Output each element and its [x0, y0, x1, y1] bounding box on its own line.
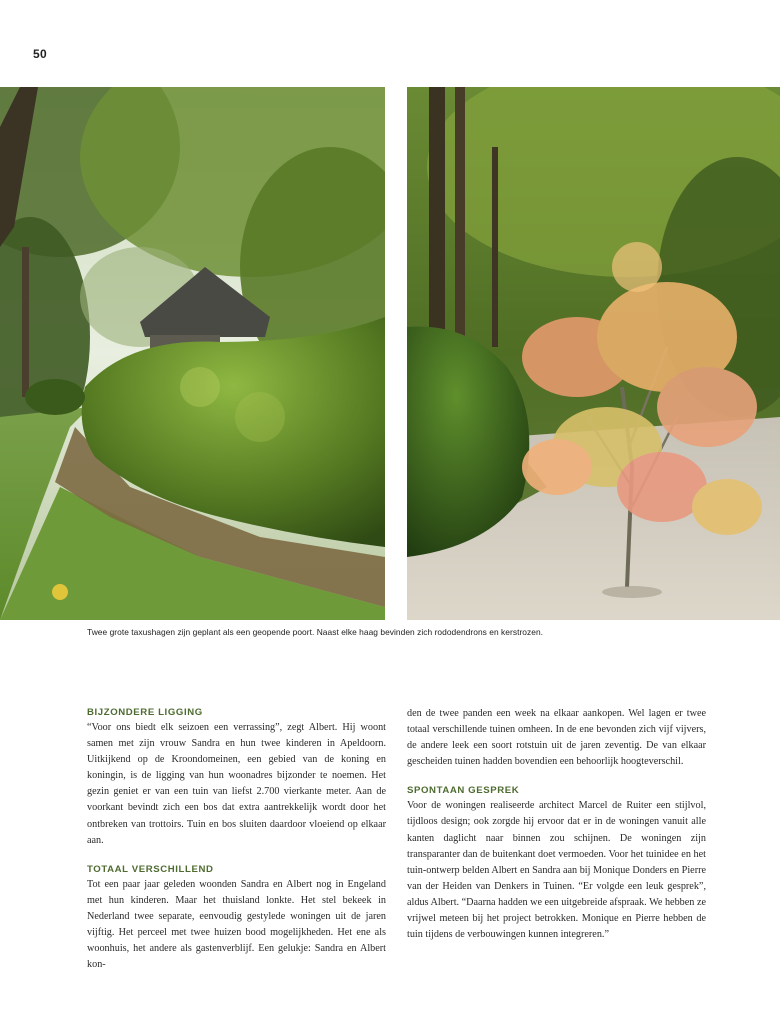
- page-number: 50: [33, 47, 47, 61]
- photo-caption: Twee grote taxushagen zijn geplant als een geopende poort. Naast elke haag bevinden zich rododendrons en kerstrozen.: [87, 627, 544, 637]
- section-heading-totaal-verschillend: TOTAAL VERSCHILLEND: [87, 863, 214, 875]
- section-body-continuation: den de twee panden een week na elkaar aankopen. Wel lagen er twee totaal verschillende tuinen omheen. In de ene bevonden zich vijf vijvers, de andere leek een soort rotstuin uit de jaren zeventig. De van elkaar gescheiden tuinen hadden bovendien een behoorlijk hoogteverschil.: [407, 708, 706, 768]
- section-body-spontaan-gesprek: Voor de woningen realiseerde architect Marcel de Ruiter een stijlvol, tijdloos design; ook zorgde hij ervoor dat er in de woningen vanuit alle kanten daglicht naar binnen zou schijnen. De woningen zijn transparanter dan de buitenkant doet vermoeden. Voor het tuinidee en het tuin-ontwerp belden Albert en Sandra aan bij Monique Donders en Pierre van der Heiden van Denkers in Tuinen. “Er volgde een leuk gesprek”, aldus Albert. “Daarna hadden we een uitgebreide afspraak. We hebben ze vrijwel meteen bij het project betrokken. Monique en Pierre hebben de tuin tijdens de verbouwingen kunnen integreren.”: [407, 800, 706, 941]
- section-heading-spontaan-gesprek: SPONTAAN GESPREK: [407, 785, 520, 797]
- photo-autumn-tree: [407, 87, 780, 620]
- photo-hedge-house: [0, 87, 385, 620]
- section-heading-bijzondere-ligging: BIJZONDERE LIGGING: [87, 707, 203, 718]
- article-column-right: [407, 706, 706, 943]
- article-column-left: [87, 706, 386, 973]
- section-body-totaal-verschillend: Tot een paar jaar geleden woonden Sandra en Albert nog in Engeland met hun kinderen. Maar het thuisland lonkte. Het stel bekeek in Nederland twee separate, eenvoudig gestylede woningen uit de jaren vijftig. Het perceel met twee huizen bood mogelijkheden. Het ene als woonhuis, het andere als gastenverblijf. Een gelukje: Sandra en Albert kon-: [87, 878, 386, 971]
- section-body-bijzondere-ligging: “Voor ons biedt elk seizoen een verrassing”, zegt Albert. Hij woont samen met zijn vrouw Sandra en hun twee kinderen in Apeldoorn. Uitkijkend op de Kroondomeinen, een gebied van de koning en koningin, is de ligging van hun woonadres bijzonder te noemen. Het gezin geniet er van een tuin van liefst 2.700 vierkante meter. Aan de voorkant bevindt zich een bos dat extra aantrekkelijk wordt door het ontbreken van trottoirs. Tuin en bos sluiten daardoor vloeiend op elkaar aan.: [87, 722, 386, 846]
